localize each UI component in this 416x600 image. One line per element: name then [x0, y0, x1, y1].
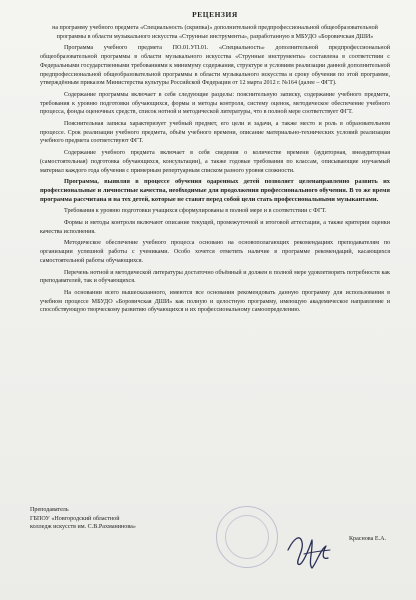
paragraph-9: На основании всего вышесказанного, имеются все основания рекомендовать данную программу для использования в учебном процессе МБУДО «Боровичская ДШИ» как полную и целостную программу, имеющую академическое направление и способствующую творческому развитию обучающихся и их профессиональному самоопределению. [40, 289, 390, 314]
paragraph-5: Требования к уровню подготовки учащихся сформулированы в полной мере и в соответствии с ФГТ. [64, 208, 327, 215]
stamp-seal [216, 506, 278, 568]
document-title: РЕЦЕНЗИЯ [192, 10, 238, 19]
signer-role: Преподаватель [30, 507, 69, 513]
signer-org-line2: колледж искусств им. С.В.Рахманинова» [30, 524, 136, 530]
document-body [40, 10, 390, 318]
paragraph-2: Содержание программы включает в себя следующие разделы: пояснительную записку, содержание учебного предмета, требования к уровню подготовки обучающихся, формы и методы контроля, систему оценок, методическое обеспечение учебного процесса, фонды оценочных средств, список нотной и методической литературы, что в полной мере соответствует ФГТ. [40, 91, 390, 116]
paragraph-bold: Программа, выявляя в процессе обучения одаренных детей позволяет целенаправленно развить их профессиональные и личностные качества, необходимые для продолжения профессионального обучения. В то же время программа рассчитана и на тех детей, которые не ставят перед собой цели стать профессиональными музыкантами. [40, 178, 390, 203]
paragraph-1: Программа учебного предмета ПО.01.УП.01. «Специальность» дополнительной предпрофессиональной общеобразовательной программы в области музыкального искусства «Струнные инструменты» составлена в соответствии с Федеральными государственными требованиями к минимуму содержания, структуре и условиям реализации данной дополнительной предпрофессиональной общеобразовательной программы в области музыкального искусства и сроку обучения по этой программе, утверждённым приказом Министерства культуры Российской Федерации от 12 марта 2012 г. №164 (далее – ФГТ). [40, 45, 390, 87]
signer-info [30, 506, 210, 532]
paragraph-6: Формы и методы контроля включают описание текущей, промежуточной и итоговой аттестации, а также критерии оценки качества исполнения. [40, 220, 390, 235]
paragraph-7: Методическое обеспечение учебного процесса основано на основополагающих рекомендациях преподавателям по организации успешной работы с учениками. Особо хочется отметить наличие в программе рекомендаций, касающихся самостоятельной работы обучающихся. [40, 240, 390, 264]
signer-name: Краснова Е.А. [348, 536, 386, 542]
paragraph-4: Содержание учебного предмета включает в себя сведения о количестве времени (аудиторная, внеаудиторная (самостоятельная) подготовка обучающихся, консультации), а также годовые требования по классам, описывающие изучаемый материал каждого года обучения с примерным репертуарным списком разного уровня сложности. [40, 150, 390, 174]
handwritten-signature [282, 520, 338, 576]
signer-org-line1: ГБПОУ «Новгородский областной [30, 515, 120, 522]
signature-block [30, 506, 390, 586]
paragraph-8: Перечень нотной и методической литературы достаточно объёмный и должен в полной мере удовлетворять потребности как преподавателей, так и обучающихся. [40, 269, 390, 285]
document-intro: на программу учебного предмета «Специальность (скрипка)» дополнительной предпрофессиональной общеобразовательной программы в области музыкального искусства «Струнные инструменты», разработанную в МБУДО «Боровичская ДШИ» [52, 25, 378, 40]
paragraph-3: Пояснительная записка характеризует учебный предмет, его цели и задачи, а также место и роль в образовательном процессе. Срок реализации учебного предмета, объём учебного времени, описание материально-технических условий реализации учебного предмета соответствуют ФГТ. [40, 121, 390, 145]
